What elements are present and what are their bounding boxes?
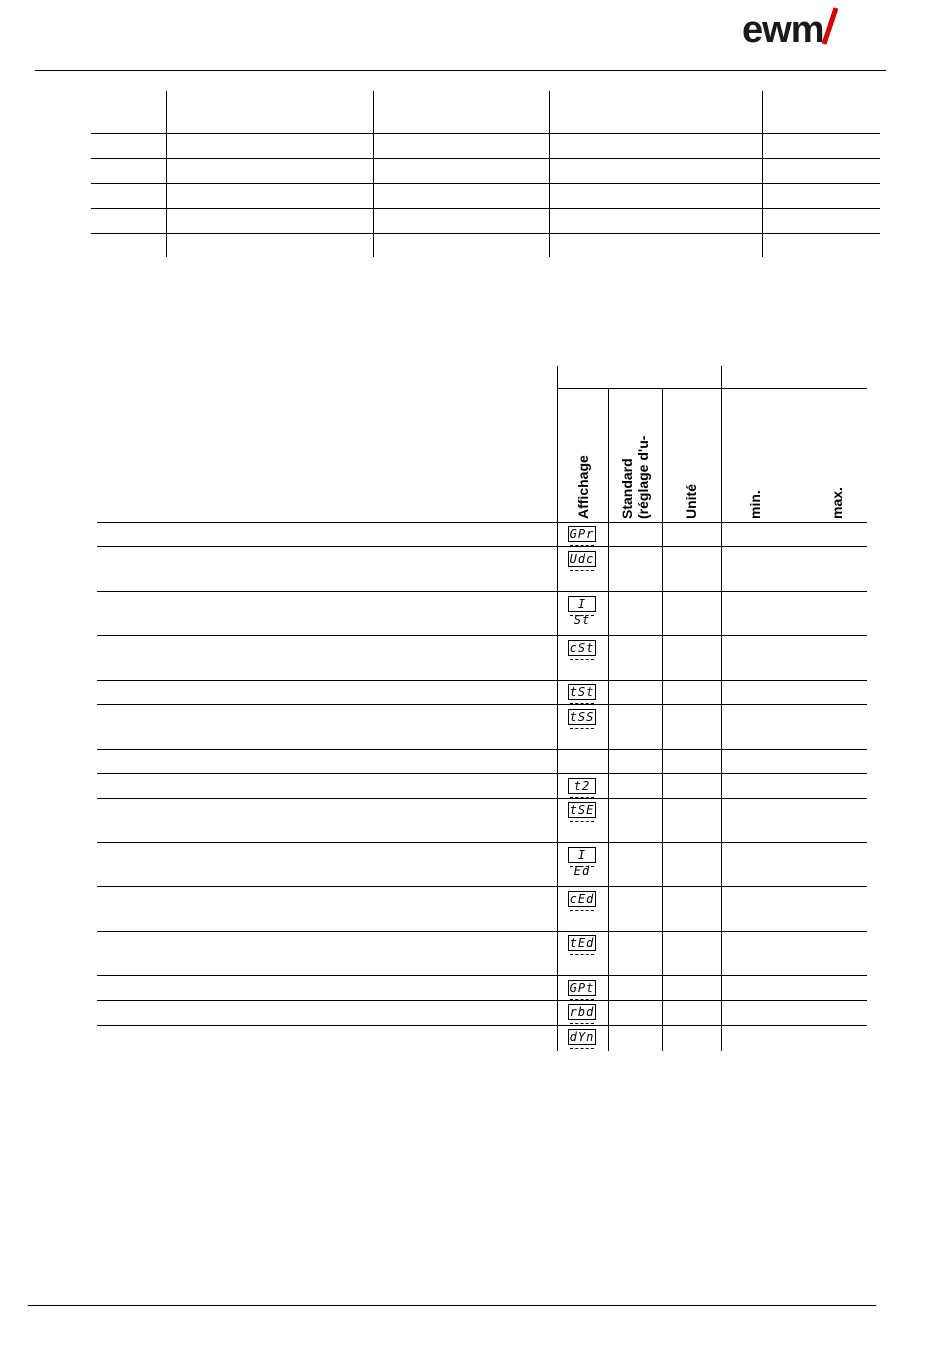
display-code-icon: tSE [569,803,595,817]
column-header-unit: Unité [683,484,699,519]
display-code-icon: tSS [569,710,595,724]
column-header-min: min. [747,490,763,519]
display-code-icon: GPr [569,527,595,541]
column-header-display: Affichage [575,455,591,519]
display-code-icon: tSt [569,685,595,699]
logo-wordmark: ewm [742,9,824,48]
column-header-max: max. [829,487,845,519]
footer-rule [28,1305,876,1306]
display-code-icon: tEd [569,936,595,950]
ewm-logo [742,4,870,48]
display-code-icon: cEd [569,892,595,906]
header-rule [35,70,886,71]
display-code-icon: GPt [569,981,595,995]
display-code-icon: I Ed [568,847,596,863]
column-header-standard: Standard (réglage d'u- [619,435,651,519]
display-code-icon: Udc [569,552,595,566]
display-code-icon: rbd [569,1005,595,1019]
display-code-icon: t2 [568,778,596,794]
display-code-icon: cSt [569,641,595,655]
display-code-icon: I St [568,596,596,612]
display-code-icon: dYn [569,1030,595,1044]
